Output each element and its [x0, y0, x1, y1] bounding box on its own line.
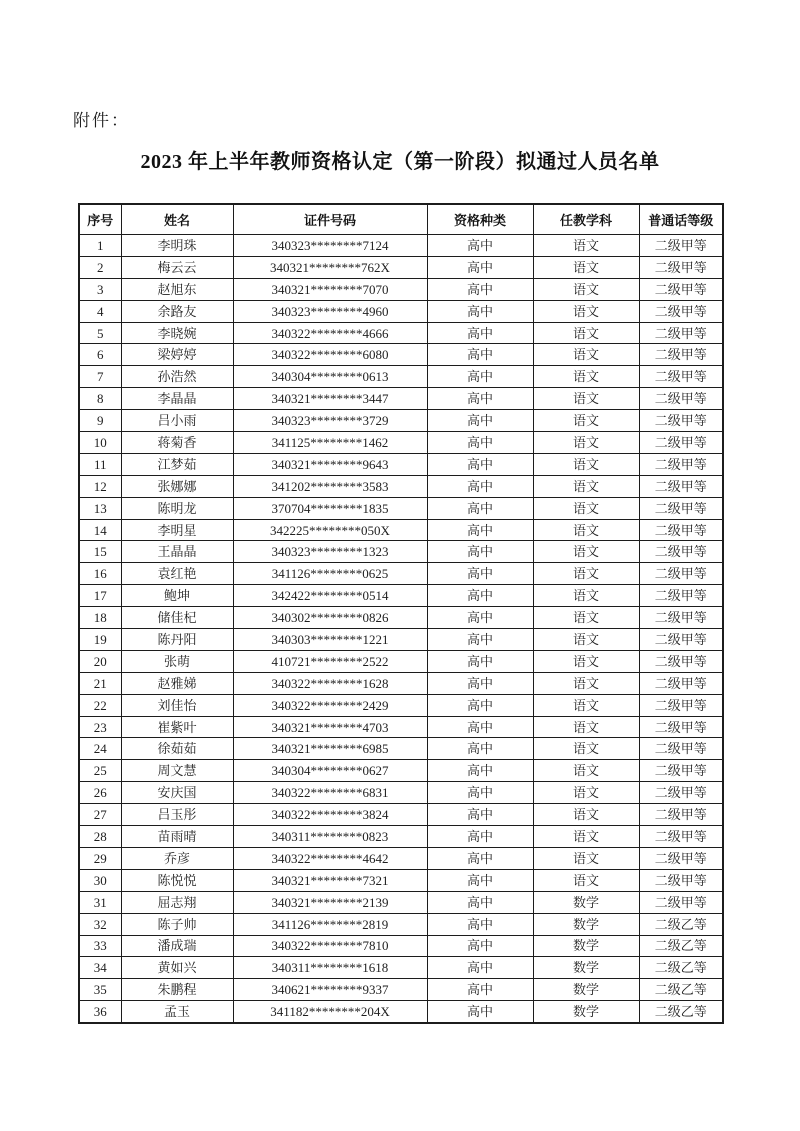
table-cell: 35 — [79, 979, 121, 1001]
table-row — [79, 650, 723, 672]
table-cell: 二级甲等 — [639, 650, 723, 672]
table-cell: 语文 — [533, 278, 639, 300]
table-cell: 二级甲等 — [639, 694, 723, 716]
table-cell: 陈明龙 — [121, 497, 233, 519]
table-cell: 语文 — [533, 650, 639, 672]
table-cell: 语文 — [533, 432, 639, 454]
table-row — [79, 322, 723, 344]
table-cell: 二级甲等 — [639, 563, 723, 585]
table-cell: 二级甲等 — [639, 410, 723, 432]
table-cell: 342422********0514 — [233, 585, 427, 607]
table-cell: 二级甲等 — [639, 869, 723, 891]
table-cell: 高中 — [427, 432, 533, 454]
table-row — [79, 344, 723, 366]
page-title: 2023 年上半年教师资格认定（第一阶段）拟通过人员名单 — [140, 151, 660, 173]
table-row — [79, 453, 723, 475]
table-cell: 余路友 — [121, 300, 233, 322]
table-row — [79, 410, 723, 432]
table-cell: 高中 — [427, 585, 533, 607]
table-cell: 二级甲等 — [639, 782, 723, 804]
table-cell: 崔紫叶 — [121, 716, 233, 738]
table-cell: 16 — [79, 563, 121, 585]
header-putonghua-level: 普通话等级 — [639, 204, 723, 235]
table-row — [79, 278, 723, 300]
table-cell: 340302********0826 — [233, 607, 427, 629]
table-cell: 二级甲等 — [639, 541, 723, 563]
table-cell: 高中 — [427, 716, 533, 738]
table-cell: 语文 — [533, 826, 639, 848]
table-cell: 赵旭东 — [121, 278, 233, 300]
table-cell: 数学 — [533, 979, 639, 1001]
table-cell: 高中 — [427, 497, 533, 519]
table-cell: 二级甲等 — [639, 847, 723, 869]
table-cell: 34 — [79, 957, 121, 979]
table-cell: 二级甲等 — [639, 344, 723, 366]
table-cell: 语文 — [533, 760, 639, 782]
table-row — [79, 804, 723, 826]
table-cell: 语文 — [533, 738, 639, 760]
table-cell: 340321********4703 — [233, 716, 427, 738]
table-cell: 语文 — [533, 366, 639, 388]
table-cell: 3 — [79, 278, 121, 300]
table-cell: 潘成瑞 — [121, 935, 233, 957]
table-row — [79, 913, 723, 935]
table-cell: 二级甲等 — [639, 453, 723, 475]
table-cell: 高中 — [427, 344, 533, 366]
table-cell: 高中 — [427, 760, 533, 782]
table-cell: 340323********4960 — [233, 300, 427, 322]
table-cell: 高中 — [427, 410, 533, 432]
table-cell: 340321********6985 — [233, 738, 427, 760]
table-cell: 二级甲等 — [639, 826, 723, 848]
table-row — [79, 585, 723, 607]
table-cell: 341182********204X — [233, 1001, 427, 1023]
table-cell: 高中 — [427, 453, 533, 475]
table-cell: 高中 — [427, 278, 533, 300]
table-cell: 27 — [79, 804, 121, 826]
table-cell: 二级甲等 — [639, 300, 723, 322]
table-cell: 高中 — [427, 256, 533, 278]
table-cell: 二级甲等 — [639, 256, 723, 278]
table-cell: 25 — [79, 760, 121, 782]
table-cell: 数学 — [533, 891, 639, 913]
table-cell: 1 — [79, 235, 121, 257]
table-cell: 江梦茹 — [121, 453, 233, 475]
table-row — [79, 629, 723, 651]
table-cell: 高中 — [427, 563, 533, 585]
table-cell: 340321********3447 — [233, 388, 427, 410]
table-cell: 语文 — [533, 782, 639, 804]
table-cell: 340322********6831 — [233, 782, 427, 804]
table-cell: 高中 — [427, 979, 533, 1001]
table-cell: 陈悦悦 — [121, 869, 233, 891]
table-row — [79, 497, 723, 519]
table-cell: 340323********7124 — [233, 235, 427, 257]
table-cell: 二级甲等 — [639, 235, 723, 257]
table-cell: 陈丹阳 — [121, 629, 233, 651]
table-cell: 370704********1835 — [233, 497, 427, 519]
table-cell: 高中 — [427, 650, 533, 672]
table-cell: 340323********1323 — [233, 541, 427, 563]
table-cell: 高中 — [427, 738, 533, 760]
table-cell: 二级甲等 — [639, 278, 723, 300]
table-cell: 二级乙等 — [639, 979, 723, 1001]
table-cell: 数学 — [533, 913, 639, 935]
table-cell: 341202********3583 — [233, 475, 427, 497]
table-cell: 4 — [79, 300, 121, 322]
table-cell: 语文 — [533, 541, 639, 563]
table-cell: 李明珠 — [121, 235, 233, 257]
table-cell: 13 — [79, 497, 121, 519]
table-cell: 高中 — [427, 826, 533, 848]
table-cell: 徐茹茹 — [121, 738, 233, 760]
header-id-number: 证件号码 — [233, 204, 427, 235]
table-cell: 语文 — [533, 672, 639, 694]
table-cell: 二级乙等 — [639, 913, 723, 935]
header-name: 姓名 — [121, 204, 233, 235]
table-cell: 张萌 — [121, 650, 233, 672]
table-cell: 10 — [79, 432, 121, 454]
table-cell: 吕玉彤 — [121, 804, 233, 826]
table-cell: 二级甲等 — [639, 672, 723, 694]
attachment-label: 附件： — [73, 111, 130, 130]
table-row — [79, 782, 723, 804]
table-cell: 语文 — [533, 694, 639, 716]
table-cell: 语文 — [533, 475, 639, 497]
table-cell: 32 — [79, 913, 121, 935]
table-cell: 鲍坤 — [121, 585, 233, 607]
table-cell: 语文 — [533, 322, 639, 344]
table-cell: 341125********1462 — [233, 432, 427, 454]
table-cell: 17 — [79, 585, 121, 607]
table-cell: 2 — [79, 256, 121, 278]
table-cell: 张娜娜 — [121, 475, 233, 497]
table-cell: 14 — [79, 519, 121, 541]
table-cell: 语文 — [533, 716, 639, 738]
table-cell: 36 — [79, 1001, 121, 1023]
table-cell: 高中 — [427, 300, 533, 322]
table-cell: 340321********7321 — [233, 869, 427, 891]
table-cell: 7 — [79, 366, 121, 388]
table-row — [79, 935, 723, 957]
table-cell: 高中 — [427, 804, 533, 826]
table-row — [79, 760, 723, 782]
table-row — [79, 388, 723, 410]
table-cell: 30 — [79, 869, 121, 891]
table-cell: 340322********1628 — [233, 672, 427, 694]
table-cell: 二级甲等 — [639, 585, 723, 607]
table-cell: 二级甲等 — [639, 432, 723, 454]
table-cell: 苗雨晴 — [121, 826, 233, 848]
table-cell: 24 — [79, 738, 121, 760]
table-cell: 33 — [79, 935, 121, 957]
table-row — [79, 541, 723, 563]
header-serial-number: 序号 — [79, 204, 121, 235]
table-cell: 340321********762X — [233, 256, 427, 278]
table-cell: 23 — [79, 716, 121, 738]
table-cell: 高中 — [427, 869, 533, 891]
table-cell: 二级乙等 — [639, 1001, 723, 1023]
table-cell: 340311********0823 — [233, 826, 427, 848]
table-cell: 语文 — [533, 235, 639, 257]
table-cell: 二级甲等 — [639, 388, 723, 410]
table-row — [79, 256, 723, 278]
table-cell: 黄如兴 — [121, 957, 233, 979]
table-cell: 高中 — [427, 388, 533, 410]
table-cell: 语文 — [533, 388, 639, 410]
table-cell: 410721********2522 — [233, 650, 427, 672]
table-cell: 高中 — [427, 519, 533, 541]
table-cell: 15 — [79, 541, 121, 563]
table-cell: 高中 — [427, 629, 533, 651]
table-cell: 高中 — [427, 1001, 533, 1023]
table-cell: 乔彦 — [121, 847, 233, 869]
table-cell: 340321********9643 — [233, 453, 427, 475]
table-row — [79, 738, 723, 760]
table-cell: 储佳杞 — [121, 607, 233, 629]
table-cell: 高中 — [427, 891, 533, 913]
table-cell: 安庆国 — [121, 782, 233, 804]
table-cell: 340322********4642 — [233, 847, 427, 869]
table-cell: 340303********1221 — [233, 629, 427, 651]
table-cell: 赵雅娣 — [121, 672, 233, 694]
table-cell: 340322********4666 — [233, 322, 427, 344]
table-cell: 高中 — [427, 541, 533, 563]
table-cell: 语文 — [533, 804, 639, 826]
table-cell: 王晶晶 — [121, 541, 233, 563]
table-cell: 高中 — [427, 957, 533, 979]
table-row — [79, 432, 723, 454]
table-cell: 二级乙等 — [639, 957, 723, 979]
table-row — [79, 979, 723, 1001]
table-cell: 340322********6080 — [233, 344, 427, 366]
table-row — [79, 475, 723, 497]
applicants-table — [78, 203, 724, 1024]
table-cell: 高中 — [427, 235, 533, 257]
table-cell: 梅云云 — [121, 256, 233, 278]
table-cell: 数学 — [533, 957, 639, 979]
table-cell: 高中 — [427, 694, 533, 716]
table-cell: 340322********2429 — [233, 694, 427, 716]
table-cell: 高中 — [427, 782, 533, 804]
table-cell: 342225********050X — [233, 519, 427, 541]
table-row — [79, 694, 723, 716]
table-cell: 8 — [79, 388, 121, 410]
table-cell: 高中 — [427, 607, 533, 629]
table-cell: 二级甲等 — [639, 607, 723, 629]
table-row — [79, 957, 723, 979]
table-body — [79, 235, 723, 1023]
table-cell: 屈志翔 — [121, 891, 233, 913]
table-cell: 341126********2819 — [233, 913, 427, 935]
table-cell: 340321********2139 — [233, 891, 427, 913]
table-cell: 数学 — [533, 1001, 639, 1023]
table-cell: 高中 — [427, 366, 533, 388]
table-cell: 语文 — [533, 300, 639, 322]
table-cell: 21 — [79, 672, 121, 694]
table-row — [79, 672, 723, 694]
table-cell: 语文 — [533, 453, 639, 475]
table-row — [79, 847, 723, 869]
table-row — [79, 519, 723, 541]
table-cell: 袁红艳 — [121, 563, 233, 585]
table-cell: 语文 — [533, 563, 639, 585]
table-cell: 陈子帅 — [121, 913, 233, 935]
table-cell: 二级甲等 — [639, 760, 723, 782]
table-cell: 340304********0613 — [233, 366, 427, 388]
table-cell: 二级甲等 — [639, 519, 723, 541]
table-row — [79, 366, 723, 388]
table-cell: 29 — [79, 847, 121, 869]
table-cell: 语文 — [533, 585, 639, 607]
table-cell: 28 — [79, 826, 121, 848]
table-cell: 高中 — [427, 913, 533, 935]
table-cell: 周文慧 — [121, 760, 233, 782]
table-cell: 语文 — [533, 497, 639, 519]
table-cell: 340304********0627 — [233, 760, 427, 782]
table-cell: 数学 — [533, 935, 639, 957]
table-cell: 340321********7070 — [233, 278, 427, 300]
table-cell: 二级甲等 — [639, 629, 723, 651]
table-cell: 语文 — [533, 607, 639, 629]
header-subject: 任教学科 — [533, 204, 639, 235]
table-row — [79, 235, 723, 257]
table-cell: 12 — [79, 475, 121, 497]
table-cell: 高中 — [427, 847, 533, 869]
table-row — [79, 1001, 723, 1023]
table-cell: 高中 — [427, 935, 533, 957]
table-cell: 5 — [79, 322, 121, 344]
table-cell: 孙浩然 — [121, 366, 233, 388]
table-cell: 26 — [79, 782, 121, 804]
table-cell: 9 — [79, 410, 121, 432]
table-cell: 高中 — [427, 475, 533, 497]
table-cell: 语文 — [533, 629, 639, 651]
table-cell: 蒋菊香 — [121, 432, 233, 454]
table-cell: 语文 — [533, 410, 639, 432]
table-cell: 语文 — [533, 344, 639, 366]
table-cell: 31 — [79, 891, 121, 913]
table-row — [79, 563, 723, 585]
table-cell: 高中 — [427, 672, 533, 694]
table-cell: 二级甲等 — [639, 804, 723, 826]
table-cell: 二级甲等 — [639, 738, 723, 760]
table-cell: 李晶晶 — [121, 388, 233, 410]
table-cell: 19 — [79, 629, 121, 651]
table-cell: 二级乙等 — [639, 935, 723, 957]
table-cell: 22 — [79, 694, 121, 716]
table-cell: 刘佳怡 — [121, 694, 233, 716]
table-cell: 朱鹏程 — [121, 979, 233, 1001]
table-cell: 二级甲等 — [639, 366, 723, 388]
table-cell: 二级甲等 — [639, 475, 723, 497]
table-row — [79, 826, 723, 848]
header-qualification: 资格种类 — [427, 204, 533, 235]
table-cell: 语文 — [533, 847, 639, 869]
table-row — [79, 869, 723, 891]
table-cell: 李晓婉 — [121, 322, 233, 344]
table-cell: 高中 — [427, 322, 533, 344]
table-row — [79, 300, 723, 322]
table-cell: 语文 — [533, 519, 639, 541]
table-cell: 20 — [79, 650, 121, 672]
table-cell: 孟玉 — [121, 1001, 233, 1023]
table-cell: 二级甲等 — [639, 322, 723, 344]
table-cell: 二级甲等 — [639, 716, 723, 738]
table-row — [79, 716, 723, 738]
table-row — [79, 607, 723, 629]
table-cell: 梁婷婷 — [121, 344, 233, 366]
table-row — [79, 891, 723, 913]
table-cell: 340311********1618 — [233, 957, 427, 979]
table-cell: 吕小雨 — [121, 410, 233, 432]
table-header-row — [79, 204, 723, 235]
table-cell: 语文 — [533, 869, 639, 891]
table-cell: 340322********7810 — [233, 935, 427, 957]
table-cell: 340323********3729 — [233, 410, 427, 432]
table-cell: 语文 — [533, 256, 639, 278]
table-cell: 二级甲等 — [639, 891, 723, 913]
table-cell: 340621********9337 — [233, 979, 427, 1001]
table-cell: 18 — [79, 607, 121, 629]
table-cell: 340322********3824 — [233, 804, 427, 826]
table-cell: 二级甲等 — [639, 497, 723, 519]
table-cell: 李明星 — [121, 519, 233, 541]
table-cell: 6 — [79, 344, 121, 366]
table-cell: 11 — [79, 453, 121, 475]
table-cell: 341126********0625 — [233, 563, 427, 585]
